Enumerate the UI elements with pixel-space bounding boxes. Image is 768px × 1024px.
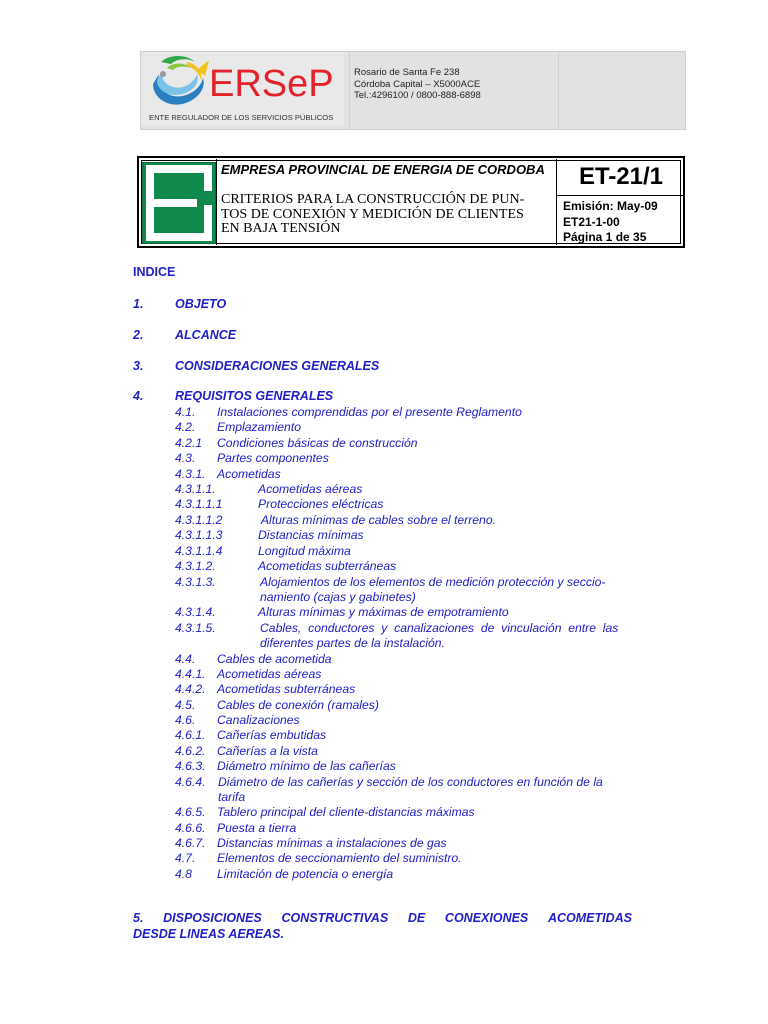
logo-subtitle: ENTE REGULADOR DE LOS SERVICIOS PÚBLICOS	[149, 113, 334, 122]
toc-item-number: 4.7.	[175, 851, 196, 865]
toc-section-5-line	[133, 910, 632, 926]
toc-section-5-line: DESDE LINEAS AEREAS.	[133, 927, 284, 941]
toc-item-number: 4.6.2.	[175, 744, 206, 758]
toc-item[interactable]: Instalaciones comprendidas por el presente Reglamento	[217, 405, 522, 419]
toc-item-number: 4.8	[175, 867, 192, 881]
document-code: ET-21/1	[578, 163, 664, 190]
toc-item-number: 4.3.1.2.	[175, 559, 216, 573]
toc-item-continuation: diferentes partes de la instalación.	[260, 636, 445, 650]
toc-item-number: 4.1.	[175, 405, 196, 419]
toc-item[interactable]: Acometidas aéreas	[258, 482, 363, 496]
toc-item-number: 4.6.3.	[175, 759, 206, 773]
toc-item-number: 4.6.4.	[175, 775, 206, 789]
address-line: Tel.:4296100 / 0800-888-6898	[354, 90, 481, 101]
toc-item[interactable]: Acometidas	[217, 467, 281, 481]
toc-section-number: 4.	[133, 389, 144, 403]
toc-item-number: 4.3.1.1.2	[175, 513, 223, 527]
revision-code: ET21-1-00	[563, 214, 620, 229]
toc-item[interactable]: Limitación de potencia o energía	[217, 867, 394, 881]
toc-item-number: 4.3.1.1.	[175, 482, 216, 496]
toc-item[interactable]: Cables, conductores y canalizaciones de vinculación entre las	[260, 621, 619, 635]
toc-item[interactable]: Cañerías a la vista	[217, 744, 318, 758]
toc-item-number: 4.4.1.	[175, 667, 206, 681]
toc-item-number: 4.2.	[175, 420, 196, 434]
document-meta	[563, 199, 658, 246]
toc-section-number: 3.	[133, 359, 144, 373]
document-title-line: CRITERIOS PARA LA CONSTRUCCIÓN DE PUN-	[221, 192, 525, 207]
toc-item[interactable]: Cables de acometida	[217, 652, 332, 666]
toc-item-number: 4.6.	[175, 713, 196, 727]
toc-item-continuation: namiento (cajas y gabinetes)	[260, 590, 416, 604]
toc-item-number: 4.6.1.	[175, 728, 206, 742]
toc-item[interactable]: Cables de conexión (ramales)	[217, 698, 379, 712]
toc-item-number: 4.2.1	[175, 436, 203, 450]
toc-item[interactable]: Acometidas subterráneas	[217, 682, 356, 696]
ersep-logo	[141, 52, 344, 126]
toc-item[interactable]: Tablero principal del cliente-distancias máximas	[217, 805, 475, 819]
toc-item[interactable]: Acometidas aéreas	[217, 667, 322, 681]
toc-section-objeto[interactable]: OBJETO	[175, 297, 227, 311]
toc-item-number: 4.6.7.	[175, 836, 206, 850]
emission-date: Emisión: May-09	[563, 199, 658, 213]
table-divider	[556, 195, 683, 196]
toc-word: CONEXIONES	[444, 911, 529, 925]
toc-item[interactable]: Longitud máxima	[258, 544, 351, 558]
document-title-line: TOS DE CONEXIÓN Y MEDICIÓN DE CLIENTES	[221, 206, 524, 222]
toc-item[interactable]: Condiciones básicas de construcción	[217, 436, 418, 450]
toc-item[interactable]: Distancias mínimas a instalaciones de gas	[217, 836, 447, 850]
toc-item-number: 4.3.	[175, 451, 196, 465]
toc-item-number: 4.4.2.	[175, 682, 206, 696]
address-line: Rosario de Santa Fe 238	[354, 67, 460, 78]
toc-item[interactable]: Distancias mínimas	[258, 528, 364, 542]
toc-item[interactable]: Alturas mínimas de cables sobre el terreno.	[258, 513, 496, 527]
toc-section-alcance[interactable]: ALCANCE	[175, 328, 237, 342]
toc-item-number: 4.6.6.	[175, 821, 206, 835]
table-divider	[556, 159, 557, 245]
index-heading: INDICE	[133, 265, 176, 279]
toc-item-number: 4.3.1.1.3	[175, 528, 223, 542]
e-logo-icon	[143, 163, 215, 243]
toc-item[interactable]: Diámetro de las cañerías y sección de los conductores en función de la	[218, 775, 603, 789]
toc-item-number: 4.5.	[175, 698, 196, 712]
toc-item-number: 4.3.1.3.	[175, 575, 216, 589]
toc-item-number: 4.3.1.4.	[175, 605, 216, 619]
page-number: Página 1 de 35	[563, 230, 647, 244]
toc-section-requisitos[interactable]: REQUISITOS GENERALES	[175, 389, 334, 403]
toc-item-number: 4.6.5.	[175, 805, 206, 819]
toc-item[interactable]: Acometidas subterráneas	[258, 559, 397, 573]
toc-word: DE	[407, 911, 426, 925]
toc-word: CONSTRUCTIVAS	[281, 911, 389, 925]
toc-item[interactable]: Diámetro mínimo de las cañerías	[217, 759, 396, 773]
toc-item-continuation: tarifa	[218, 790, 246, 804]
toc-word: ACOMETIDAS	[547, 911, 632, 925]
toc-item-number: 4.3.1.	[175, 467, 206, 481]
toc-item[interactable]: Elementos de seccionamiento del suministro.	[217, 851, 462, 865]
toc-item[interactable]: Puesta a tierra	[217, 821, 297, 835]
toc-item[interactable]: Emplazamiento	[217, 420, 301, 434]
e-logo	[142, 162, 216, 244]
address-block	[354, 67, 481, 102]
toc-item[interactable]: Alturas mínimas y máximas de empotramiento	[258, 605, 509, 619]
address-line: Córdoba Capital – X5000ACE	[354, 78, 481, 90]
toc-item[interactable]: Alojamientos de los elementos de medición protección y seccio-	[260, 575, 606, 589]
ersep-swoosh-icon	[147, 54, 217, 112]
toc-word: DISPOSICIONES	[163, 911, 262, 925]
toc-item-number: 4.4.	[175, 652, 196, 666]
toc-section-consideraciones[interactable]: CONSIDERACIONES GENERALES	[175, 359, 380, 373]
toc-section-number: 2.	[133, 328, 144, 342]
toc-item-number: 4.3.1.1.1	[175, 497, 223, 511]
table-divider	[216, 159, 217, 245]
toc-item[interactable]: Canalizaciones	[217, 713, 300, 727]
toc-item[interactable]: Cañerías embutidas	[217, 728, 327, 742]
toc-item[interactable]: Partes componentes	[217, 451, 329, 465]
document-title-line: EN BAJA TENSIÓN	[221, 221, 341, 236]
toc-item-number: 4.3.1.5.	[175, 621, 216, 635]
logo-wordmark: ERSeP	[209, 63, 334, 105]
company-name: EMPRESA PROVINCIAL DE ENERGIA DE CORDOBA	[221, 162, 545, 177]
toc-section-number: 1.	[133, 297, 144, 311]
toc-section-number: 5.	[133, 911, 144, 925]
toc-item[interactable]: Protecciones eléctricas	[258, 497, 384, 511]
toc-section-5[interactable]	[133, 910, 632, 942]
document-title	[221, 193, 551, 237]
toc-item-number: 4.3.1.1.4	[175, 544, 223, 558]
